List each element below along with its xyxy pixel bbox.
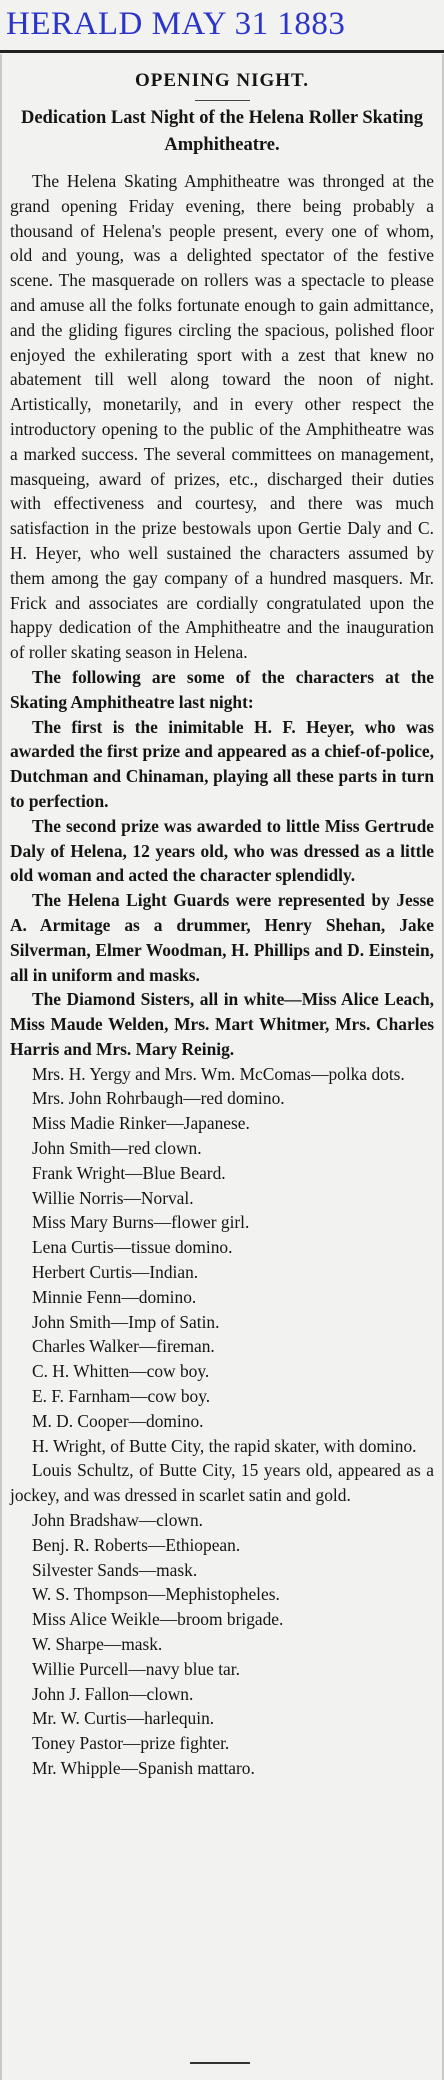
- paragraph-polka-dots: Mrs. H. Yergy and Mrs. Wm. McComas—polka dots.: [32, 1063, 405, 1084]
- paragraph-wright: H. Wright, of Butte City, the rapid skater, with domino.: [32, 1435, 417, 1456]
- list-item: Willie Norris—Norval.: [32, 1187, 194, 1208]
- list-item: Minnie Fenn—domino.: [32, 1286, 197, 1307]
- list-item: Miss Mary Burns—flower girl.: [32, 1212, 250, 1233]
- list-item: Toney Pastor—prize fighter.: [32, 1733, 230, 1754]
- paragraph-second-prize: The second prize was awarded to little Miss Gertrude Daly of Helena, 12 years old, who was dressed as a little old woman and acted the character splendidly.: [10, 815, 434, 886]
- heading-divider: [195, 100, 250, 101]
- footer-divider: [190, 2062, 250, 2064]
- list-item: Willie Purcell—navy blue tar.: [32, 1658, 240, 1679]
- list-item: Mrs. John Rohrbaugh—red domino.: [32, 1088, 285, 1109]
- paragraph-light-guards: The Helena Light Guards were represented by Jesse A. Armitage as a drummer, Henry Shehan, Jake Silverman, Elmer Woodman, H. Phillips and D. Einstein, all in uniform and masks.: [10, 890, 434, 985]
- list-item: John Bradshaw—clown.: [32, 1510, 203, 1531]
- list-item: John J. Fallon—clown.: [32, 1683, 194, 1704]
- list-item: Mr. Whipple—Spanish mattaro.: [32, 1758, 255, 1778]
- paragraph-schultz: Louis Schultz, of Butte City, 15 years old, appeared as a jockey, and was dressed in scarlet satin and gold.: [10, 1460, 434, 1506]
- paragraph-following: The following are some of the characters at the Skating Amphitheatre last night:: [10, 666, 434, 712]
- list-item: Herbert Curtis—Indian.: [32, 1262, 199, 1283]
- clipping-left-edge: [0, 54, 2, 2080]
- date-stamp: HERALD MAY 31 1883: [6, 6, 346, 42]
- list-item: W. Sharpe—mask.: [32, 1634, 163, 1655]
- paragraph-opening: The Helena Skating Amphitheatre was thronged at the grand opening Friday evening, there being probably a thousand of Helena's people present, every one of whom, old and young, was a delighted spectator of the festive scene. The masquerade on rollers was a spectacle to please and amuse all the folks fortunate enough to gain admittance, and the gliding figures circling the spacious, polished floor enjoyed the exhilerating sport with a zest that knew no abatement till well along toward the noon of night. Artistically, monetarily, and in every other respect the introductory opening to the public of the Amphitheatre was a marked success. The several committees on management, masqueing, award of prizes, etc., discharged their duties with effectiveness and courtesy, and there was much satisfaction in the prize bestowals upon Gertie Daly and C. H. Heyer, who well sustained the characters assumed by them among the gay company of a hundred masquers. Mr. Frick and associates are cordially congratulated upon the happy dedication of the Amphitheatre and the inauguration of roller skating season in Helena.: [10, 171, 434, 663]
- header-rule: [0, 50, 444, 53]
- article-heading: OPENING NIGHT.: [134, 70, 310, 91]
- article-column: [10, 62, 434, 1781]
- list-item: Miss Alice Weikle—broom brigade.: [32, 1609, 284, 1630]
- paragraph-first-prize: The first is the inimitable H. F. Heyer, who was awarded the first prize and appeared as a chief-of-police, Dutchman and Chinaman, playing all these parts in turn to perfection.: [10, 716, 434, 811]
- article-subheading: Dedication Last Night of the Helena Roller Skating Amphitheatre.: [20, 108, 424, 155]
- list-item: John Smith—red clown.: [32, 1138, 202, 1159]
- list-item: Frank Wright—Blue Beard.: [32, 1162, 226, 1183]
- list-item: Benj. R. Roberts—Ethiopean.: [32, 1534, 241, 1555]
- list-item: Lena Curtis—tissue domino.: [32, 1237, 233, 1258]
- list-item: Silvester Sands—mask.: [32, 1559, 198, 1580]
- list-item: C. H. Whitten—cow boy.: [32, 1361, 210, 1382]
- list-item: John Smith—Imp of Satin.: [32, 1311, 220, 1332]
- list-item: E. F. Farnham—cow boy.: [32, 1386, 211, 1407]
- list-item: W. S. Thompson—Mephistopheles.: [32, 1584, 280, 1605]
- list-item: Charles Walker—fireman.: [32, 1336, 215, 1357]
- list-item: Mr. W. Curtis—harlequin.: [32, 1708, 215, 1729]
- paragraph-diamond-sisters: The Diamond Sisters, all in white—Miss Alice Leach, Miss Maude Welden, Mrs. Mart Whitmer, Mrs. Charles Harris and Mrs. Mary Reinig.: [10, 989, 434, 1059]
- list-item: M. D. Cooper—domino.: [32, 1410, 204, 1431]
- list-item: Miss Madie Rinker—Japanese.: [32, 1113, 250, 1134]
